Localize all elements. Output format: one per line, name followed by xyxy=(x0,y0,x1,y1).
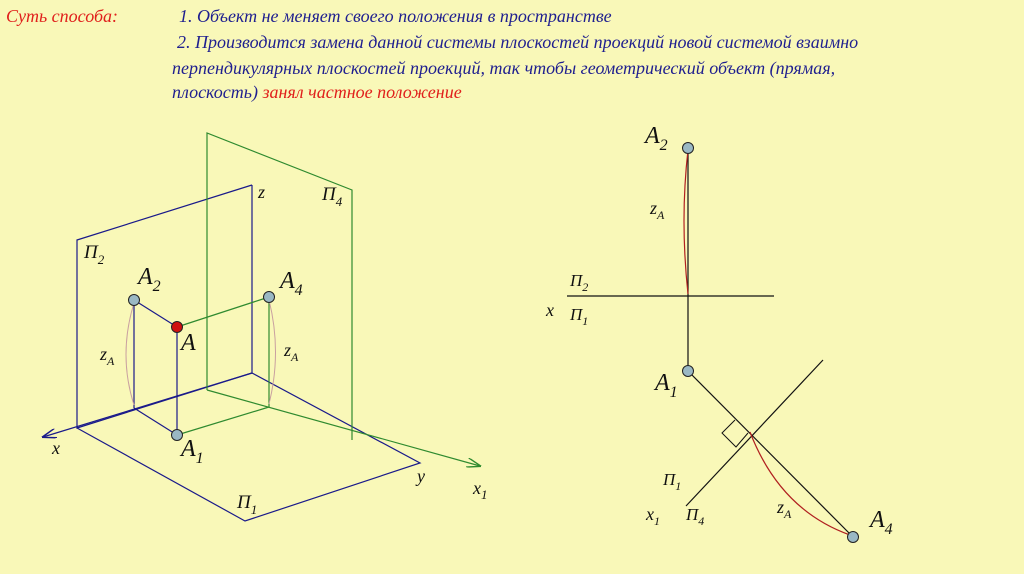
diagram-epure xyxy=(545,123,893,543)
epure-link-a1-a4 xyxy=(688,371,853,537)
label-a2-3d: $A_2$ xyxy=(138,264,161,295)
proj-a1-x xyxy=(134,408,177,435)
arc-za-left xyxy=(126,303,134,405)
label-pi2-3d: $П_2$ xyxy=(84,242,105,267)
epure-point-a2 xyxy=(683,143,694,154)
proj-a2-a xyxy=(134,300,177,327)
epure-label-pi4: $П_4$ xyxy=(686,505,705,528)
axis-x1-line xyxy=(207,390,480,466)
label-pi1-3d: $П_1$ xyxy=(237,492,258,517)
epure-label-a4: $A_4$ xyxy=(870,507,893,538)
label-y-3d: y xyxy=(417,466,425,486)
method-label: Суть способа: xyxy=(6,6,119,26)
epure-label-a2: $A_2$ xyxy=(645,123,668,154)
epure-label-pi2: $П_2$ xyxy=(570,271,589,294)
point-2-text-plain: плоскость) xyxy=(172,82,258,102)
epure-label-x1: $x_1$ xyxy=(646,504,660,528)
point-a2-3d xyxy=(129,295,140,306)
proj-a-a4 xyxy=(177,297,269,327)
epure-x1-axis xyxy=(686,360,823,506)
point-a4-3d xyxy=(264,292,275,303)
epure-label-pi1: $П_1$ xyxy=(570,305,589,328)
epure-label-za-bottom: $z_A$ xyxy=(777,497,792,521)
label-x-3d: x xyxy=(52,438,60,458)
label-z-3d: z xyxy=(258,182,266,202)
plane-p2-outline xyxy=(77,185,252,428)
label-x1-3d: $x_1$ xyxy=(473,478,488,502)
point-2-text-line2: перпендикулярных плоскостей проекций, так чтобы геометрический объект (прямая, xyxy=(172,58,836,78)
epure-point-a4 xyxy=(848,532,859,543)
diagram-3d xyxy=(43,133,488,521)
arc-za-right xyxy=(269,300,276,404)
epure-point-a1 xyxy=(683,366,694,377)
epure-label-za-top: $z_A$ xyxy=(650,198,665,222)
point-1-text: 1. Объект не меняет своего положения в пространстве xyxy=(179,6,612,26)
label-za-right-3d: $z_A$ xyxy=(284,340,299,364)
label-za-left-3d: $z_A$ xyxy=(100,344,115,368)
label-a1-3d: $A_1$ xyxy=(181,436,204,467)
proj-a1-x1 xyxy=(177,407,269,435)
epure-label-x: x xyxy=(546,300,554,320)
label-a-3d: A xyxy=(181,330,196,356)
epure-label-a1: $A_1$ xyxy=(655,370,678,401)
epure-label-pi1b: $П_1$ xyxy=(663,470,682,493)
point-2-highlight: занял частное положение xyxy=(262,82,462,102)
axis-x-line xyxy=(43,373,252,437)
label-a4-3d: $A_4$ xyxy=(280,268,303,299)
point-2-text-line1: 2. Производится замена данной системы плоскостей проекций новой системой взаимно xyxy=(177,32,859,52)
label-pi4-3d: $П_4$ xyxy=(322,184,343,209)
epure-right-angle xyxy=(722,420,748,447)
